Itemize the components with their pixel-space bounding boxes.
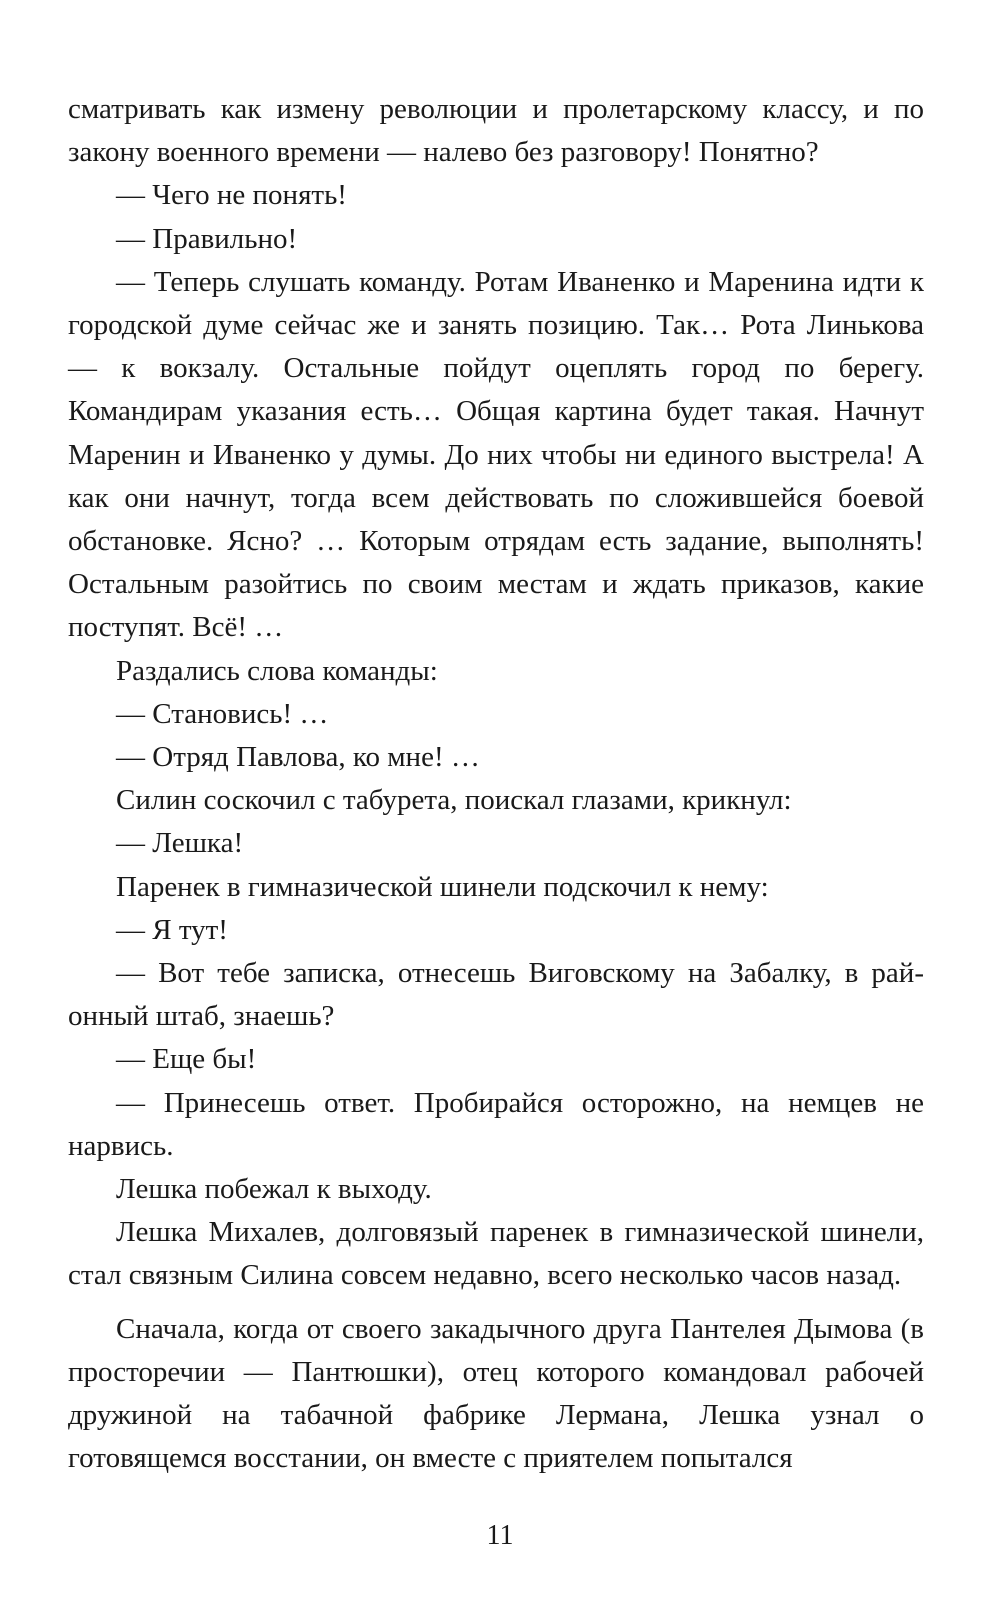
paragraph: Сначала, когда от своего закадычного друга Пантелея Дымова (в просторечии — Пантюшки), отец которого командовал рабочей дружиной на табачной фабрике Лермана, Лешка узнал о готовящемся восстании, он вместе с приятелем попытался xyxy=(68,1312,924,1475)
paragraph: — Вот тебе записка, отнесешь Виговскому на Забалку, в районный штаб, знаешь? xyxy=(68,957,924,1033)
paragraph: — Лешка! xyxy=(116,827,244,860)
paragraph: Раздались слова команды: xyxy=(116,654,438,687)
paragraph: — Я тут! xyxy=(116,913,228,946)
paragraph: Лешка Михалев, долговязый паренек в гимназической шинели, стал связным Силина совсем недавно, всего несколько часов назад. xyxy=(68,1216,924,1292)
paragraph: Паренек в гимназической шинели подскочил к нему: xyxy=(116,870,769,903)
paragraph: — Становись! … xyxy=(116,697,329,730)
paragraph: — Принесешь ответ. Пробирайся осторожно, на немцев не нарвись. xyxy=(68,1086,924,1162)
paragraph: — Еще бы! xyxy=(116,1043,257,1076)
paragraph: — Теперь слушать команду. Ротам Иваненко и Маренина идти к городской думе сейчас же и занять позицию. Так… Рота Линькова — к вокзалу. Остальные пойдут оцеплять город по берегу. Командирам указания есть… Общая картина будет такая. Начнут Маренин и Иваненко у думы. До них чтобы ни единого выстрела! А как они начнут, тогда всем действовать по сложившейся боевой обстановке. Ясно? … Которым отрядам есть задание, выполнять! Остальным разойтись по своим местам и ждать приказов, какие поступят. Всё! … xyxy=(68,265,924,644)
body-text xyxy=(68,88,924,1481)
paragraph: — Правильно! xyxy=(116,222,298,255)
paragraph: Силин соскочил с табурета, поискал глазами, крикнул: xyxy=(116,784,792,817)
page-number: 11 xyxy=(486,1520,514,1551)
paragraph: Лешка побежал к выходу. xyxy=(116,1173,432,1206)
paragraph: — Отряд Павлова, ко мне! … xyxy=(116,741,480,774)
paragraph: — Чего не понять! xyxy=(116,179,347,212)
paragraph: сматривать как измену революции и пролетарскому классу, и по закону военного времени — налево без разговору! Понятно? xyxy=(68,93,924,169)
